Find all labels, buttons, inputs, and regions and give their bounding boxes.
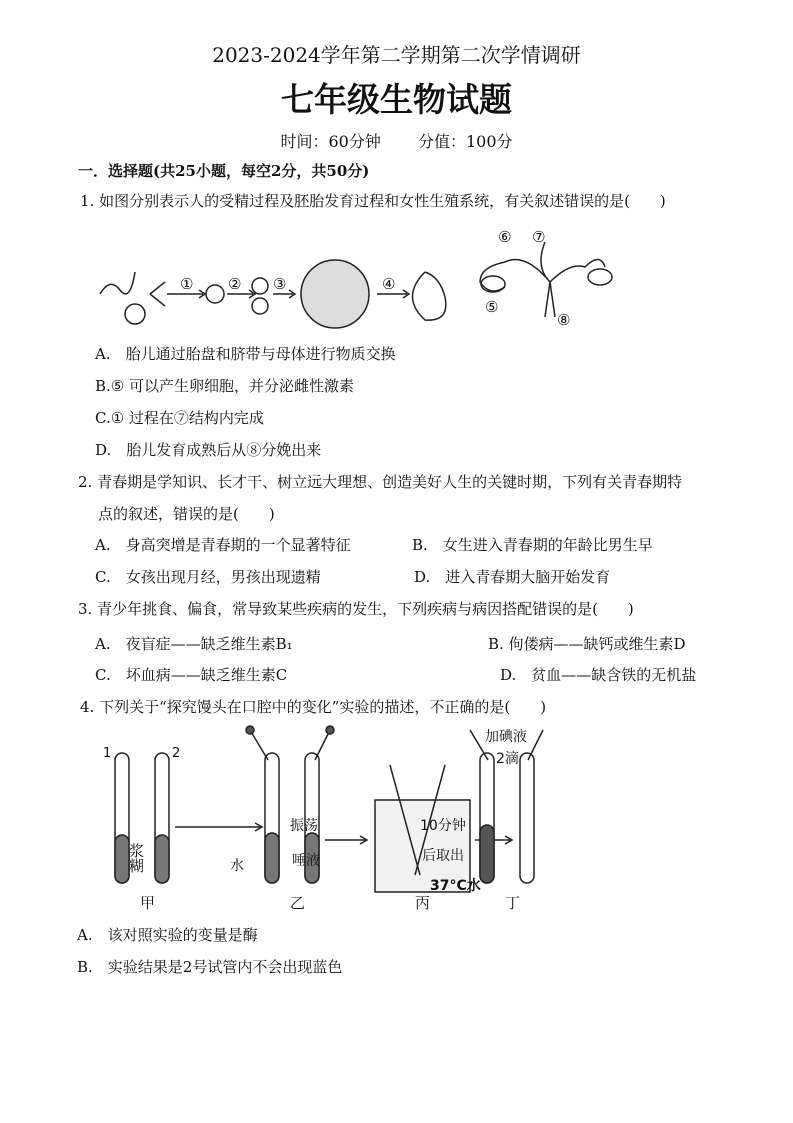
- ding-label: 丁: [505, 894, 521, 912]
- tube-1-label: 1: [103, 746, 112, 761]
- takeout-label: 后取出: [422, 848, 464, 864]
- bing-label: 丙: [415, 894, 431, 912]
- label-5: ⑤: [485, 298, 499, 316]
- q4-option-b: B. 实验结果是2号试管内不会出现蓝色: [77, 958, 343, 976]
- label-6: ⑥: [498, 228, 512, 246]
- label-2: ②: [228, 275, 242, 293]
- label-7: ⑦: [532, 228, 546, 246]
- question-4-stem: 4. 下列关于“探究馒头在口腔中的变化”实验的描述，不正确的是( ): [80, 698, 547, 716]
- question-2-stem: 2. 青春期是学知识、长才干、树立远大理想、创造美好人生的关键时期，下列有关青春期特: [78, 473, 683, 491]
- shake-label: 振荡: [290, 818, 318, 834]
- time-label: 10分钟: [420, 818, 466, 834]
- water-label: 水: [230, 858, 244, 874]
- fertilization-embryo-figure: [95, 222, 640, 334]
- label-4: ④: [382, 275, 396, 293]
- subject-title: 七年级生物试题: [281, 80, 512, 119]
- q3-option-d: D. 贫血——缺含铁的无机盐: [500, 666, 697, 684]
- tube-2-label: 2: [172, 746, 181, 761]
- label-8: ⑧: [557, 311, 571, 329]
- time-limit: 时间：60分钟: [280, 132, 381, 151]
- tubes-yi: [246, 726, 334, 883]
- exam-info: [0, 132, 793, 152]
- q3-option-c: C. 坏血病——缺乏维生素C: [95, 666, 288, 684]
- total-score: 分值：100分: [417, 132, 513, 151]
- saliva-label: 唾液: [292, 853, 320, 869]
- question-3-stem: 3. 青少年挑食、偏食，常导致某些疾病的发生，下列疾病与病因搭配错误的是( ): [78, 600, 634, 618]
- exam-title: 2023-2024学年第二学期第二次学情调研: [212, 43, 581, 67]
- label-1: ①: [180, 275, 194, 293]
- q2-option-b: B. 女生进入青春期的年龄比男生早: [412, 536, 653, 554]
- paste-label: 浆糊: [127, 843, 145, 873]
- q1-option-c: C.① 过程在⑦结构内完成: [95, 409, 264, 427]
- q2-option-c: C. 女孩出现月经，男孩出现遗精: [95, 568, 321, 586]
- bath-label: 37°C水: [430, 878, 481, 894]
- yi-label: 乙: [290, 894, 306, 912]
- q1-option-d: D. 胎儿发育成熟后从⑧分娩出来: [95, 441, 322, 459]
- iodine-label: 加碘液: [485, 729, 527, 745]
- q1-option-a: A. 胎儿通过胎盘和脐带与母体进行物质交换: [95, 345, 396, 363]
- drops-label: 2滴: [496, 751, 519, 767]
- q3-option-a: A. 夜盲症——缺乏维生素B₁: [95, 635, 293, 653]
- section-heading: 一．选择题(共25小题，每空2分，共50分): [78, 162, 370, 180]
- starch-experiment-figure: [100, 725, 560, 915]
- q3-option-b: B. 佝偻病——缺钙或维生素D: [488, 635, 686, 653]
- question-2-stem-cont: 点的叙述，错误的是( ): [98, 505, 275, 523]
- label-3: ③: [273, 275, 287, 293]
- q2-option-d: D. 进入青春期大脑开始发育: [414, 568, 611, 586]
- jia-label: 甲: [140, 894, 156, 912]
- question-1-stem: 1. 如图分别表示人的受精过程及胚胎发育过程和女性生殖系统，有关叙述错误的是( ): [80, 192, 666, 210]
- q4-option-a: A. 该对照实验的变量是酶: [77, 926, 258, 944]
- q1-option-b: B.⑤ 可以产生卵细胞，并分泌雌性激素: [95, 377, 355, 395]
- q2-option-a: A. 身高突增是青春期的一个显著特征: [95, 536, 351, 554]
